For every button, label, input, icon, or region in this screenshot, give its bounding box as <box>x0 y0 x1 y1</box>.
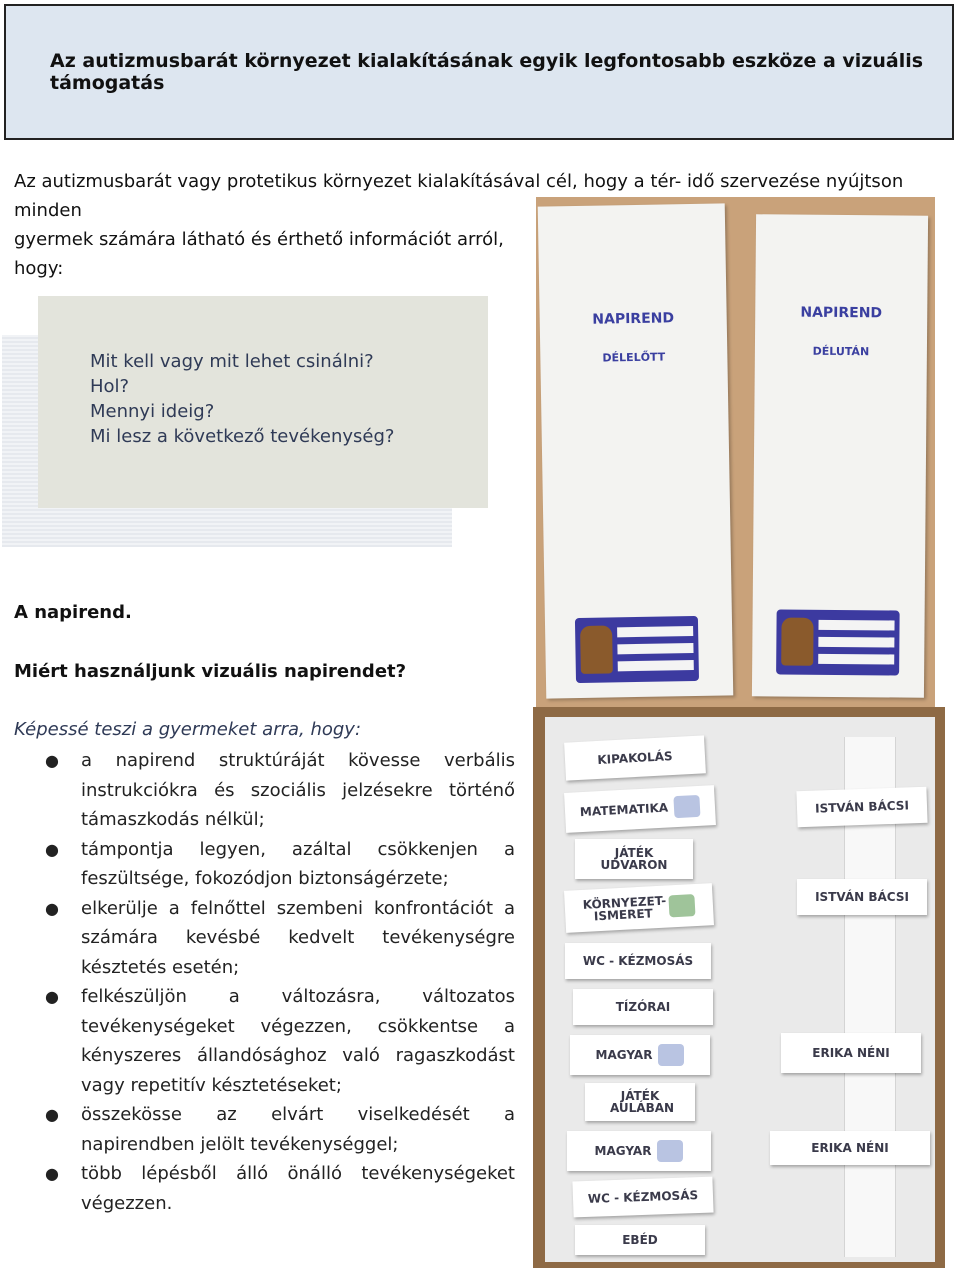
bullet-item <box>0 894 515 983</box>
bullets-intro: Képessé teszi a gyermeket arra, hogy: <box>14 719 362 740</box>
heading-napirend: A napirend. <box>14 602 132 623</box>
page-title: Az autizmusbarát környezet kialakításának egyik legfontosabb eszköze a vizuális támogatás <box>50 50 924 94</box>
strip-subtitle: DÉLUTÁN <box>812 344 870 359</box>
schedule-strip-morning <box>538 203 734 698</box>
heading-miert: Miért használjunk vizuális napirendet? <box>14 661 407 682</box>
schedule-strip-afternoon <box>752 214 928 697</box>
activity-card: JÁTÉK UDVARON <box>575 839 693 879</box>
photo-schedule-strips <box>536 197 935 707</box>
question-item: Mit kell vagy mit lehet csinálni? <box>90 351 374 372</box>
questions-list <box>90 349 394 449</box>
intro-line: hogy: <box>14 258 64 279</box>
bullet-item <box>0 1100 515 1159</box>
bullet-dot-icon: ● <box>45 1105 59 1124</box>
bullet-item <box>0 982 515 1100</box>
strip-title: NAPIREND <box>592 310 675 328</box>
question-item: Mi lesz a következő tevékenység? <box>90 426 395 447</box>
question-item: Hol? <box>90 376 130 397</box>
activity-card: TÍZÓRAI <box>573 989 713 1025</box>
bullet-text: összekösse az elvárt viselkedését a napirendben jelölt tevékenységgel; <box>81 1104 515 1155</box>
bullet-dot-icon: ● <box>45 751 59 770</box>
intro-line: Az autizmusbarát vagy protetikus környezet kialakításával cél, hogy a tér- idő szervezése nyújtson minden <box>14 171 904 221</box>
title-box <box>4 4 954 140</box>
bullet-dot-icon: ● <box>45 898 59 918</box>
reading-icon <box>658 1044 684 1066</box>
scooby-sticker <box>575 616 699 683</box>
activity-card: MATEMATIKA <box>564 785 716 833</box>
activity-card: MAGYAR <box>570 1035 710 1075</box>
activity-card: JÁTÉK AULÁBAN <box>585 1083 695 1121</box>
question-item: Mennyi ideig? <box>90 401 215 422</box>
dog-icon <box>781 617 813 665</box>
bullet-item <box>0 1159 515 1218</box>
bullet-dot-icon: ● <box>45 1164 59 1183</box>
reading-icon <box>657 1140 683 1162</box>
teacher-card: ISTVÁN BÁCSI <box>796 787 927 828</box>
activity-card: KIPAKOLÁS <box>564 735 706 780</box>
bullet-list <box>0 746 515 1218</box>
dog-icon <box>580 625 613 674</box>
teacher-card: ERIKA NÉNI <box>781 1033 921 1073</box>
teacher-card: ISTVÁN BÁCSI <box>797 879 927 915</box>
bullet-text: támpontja legyen, azáltal csökkenjen a feszültsége, fokozódjon biztonságérzete; <box>81 838 515 889</box>
bullet-text: felkészüljön a változásra, változatos tevékenységeket végezzen, csökkentse a kényszeres állandósághoz való ragaszkodást vagy repetitív késztetéseket; <box>81 986 515 1096</box>
computer-icon <box>673 795 700 818</box>
bullet-dot-icon: ● <box>45 839 59 859</box>
activity-card: WC - KÉZMOSÁS <box>572 1177 713 1218</box>
strip-title: NAPIREND <box>800 304 883 322</box>
teacher-card: ERIKA NÉNI <box>770 1131 930 1165</box>
nature-icon <box>668 894 695 917</box>
photo-schedule-board <box>533 707 945 1268</box>
activity-card: WC - KÉZMOSÁS <box>565 943 711 979</box>
bullet-item <box>0 835 515 894</box>
intro-line: gyermek számára látható és érthető információt arról, <box>14 229 504 250</box>
strip-subtitle: DÉLELŐTT <box>602 350 666 365</box>
schedule-board <box>545 717 935 1262</box>
bullet-item <box>0 746 515 835</box>
activity-card: MAGYAR <box>567 1131 711 1171</box>
bullet-dot-icon: ● <box>45 987 59 1006</box>
activity-card: EBÉD <box>575 1225 705 1255</box>
activity-card: KÖRNYEZET-ISMERET <box>564 883 714 933</box>
scooby-sticker <box>776 609 900 675</box>
bullet-text: több lépésből álló önálló tevékenységeket végezzen. <box>81 1163 515 1214</box>
bullet-text: a napirend struktúráját kövesse verbális instrukciókra és szociális jelzésekre történő támaszkodás nélkül; <box>81 750 515 830</box>
bullet-text: elkerülje a felnőttel szembeni konfrontációt a számára kevésbé kedvelt tevékenységre késztetés esetén; <box>81 897 515 978</box>
